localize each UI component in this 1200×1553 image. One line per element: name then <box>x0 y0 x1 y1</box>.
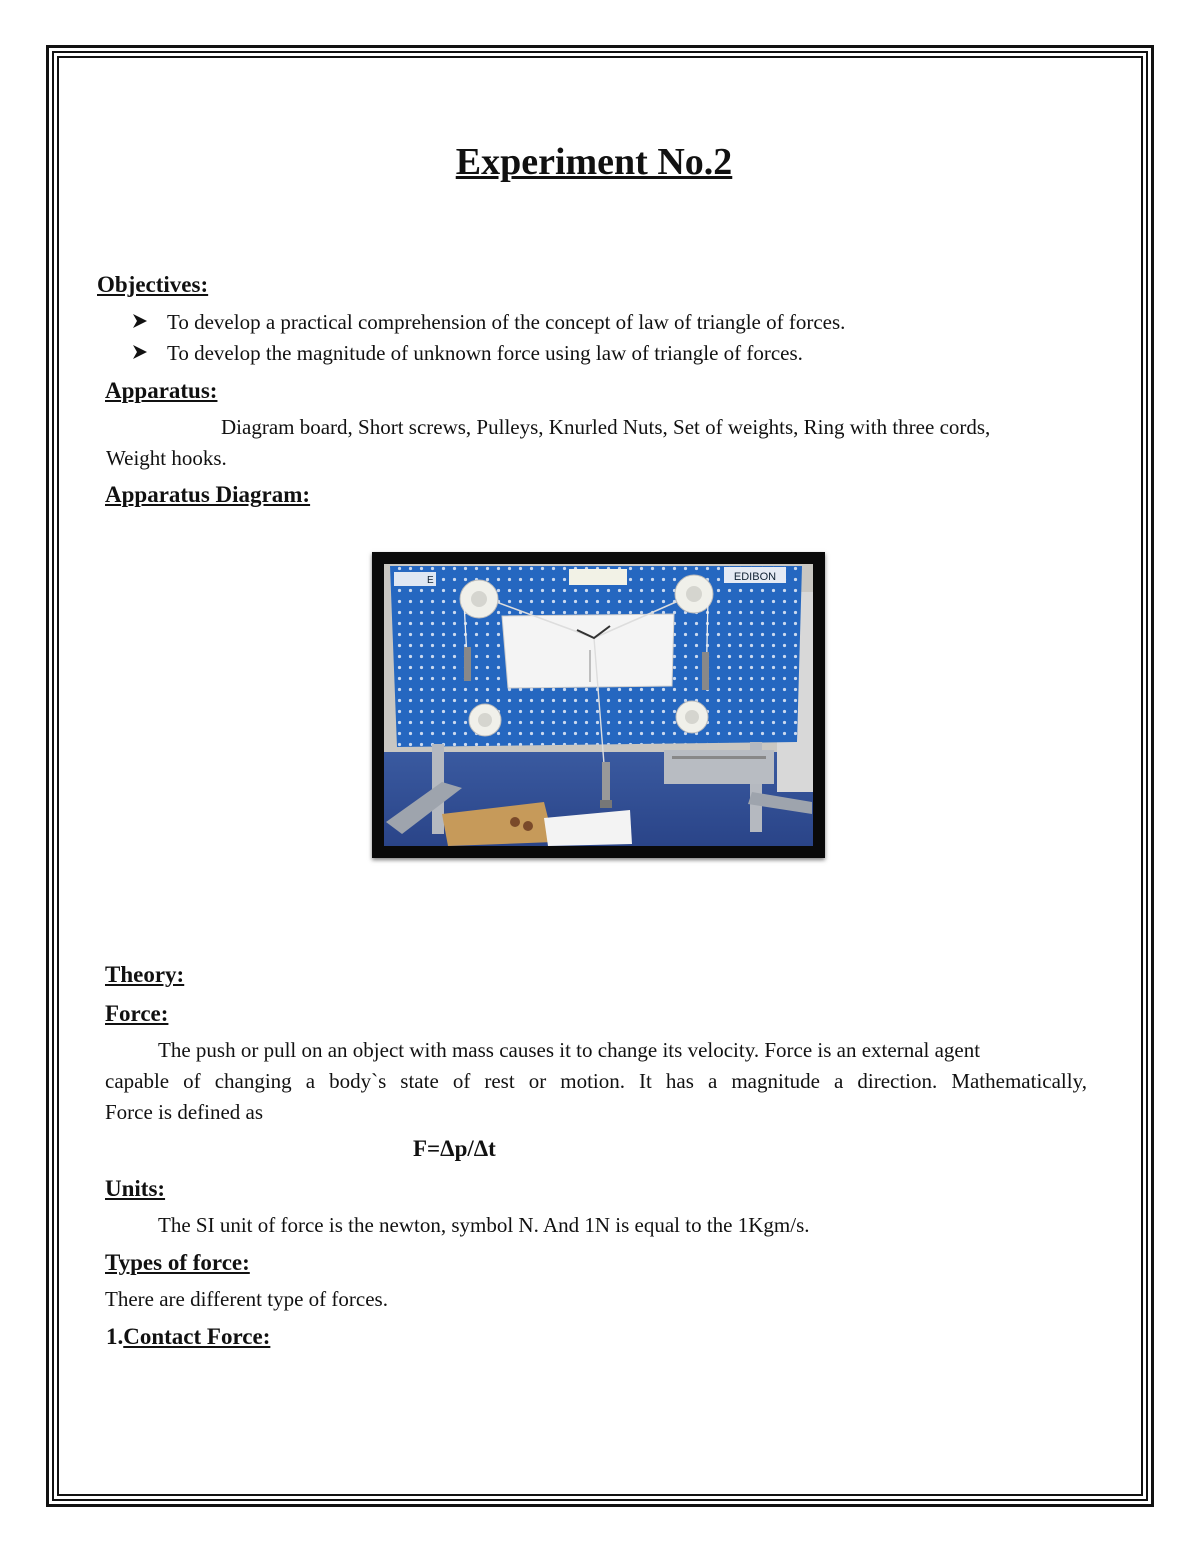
force-paragraph-line-2: capable of changing a body`s state of rest or motion. It has a magnitude a direction. Mathematically, <box>105 1069 1087 1093</box>
force-heading: Force: <box>105 1001 169 1026</box>
units-heading: Units: <box>105 1176 166 1201</box>
photo-brand-label: EDIBON <box>733 571 777 583</box>
page-title: Experiment No.2 <box>455 141 733 183</box>
objective-text-2: To develop the magnitude of unknown force using law of triangle of forces. <box>167 341 803 365</box>
types-of-force-heading: Types of force: <box>105 1250 250 1275</box>
units-text: The SI unit of force is the newton, symbol N. And 1N is equal to the 1Kgm/s. <box>158 1213 810 1237</box>
apparatus-list-line-2: Weight hooks. <box>106 446 227 470</box>
arrowhead-bullet-icon <box>132 312 148 332</box>
objective-item-2 <box>132 343 148 364</box>
force-paragraph-line-3: Force is defined as <box>105 1100 264 1124</box>
objective-item-1 <box>132 312 148 333</box>
arrowhead-bullet-icon <box>132 343 148 363</box>
force-paragraph-line-1: The push or pull on an object with mass causes it to change its velocity. Force is an external agent <box>158 1038 981 1062</box>
force-formula: F=Δp/Δt <box>413 1136 496 1161</box>
photo-left-tag: E <box>427 575 434 586</box>
apparatus-diagram-heading: Apparatus Diagram: <box>105 482 311 507</box>
objectives-heading: Objectives: <box>97 272 209 297</box>
apparatus-list-line-1: Diagram board, Short screws, Pulleys, Knurled Nuts, Set of weights, Ring with three cords, <box>221 415 991 439</box>
theory-heading: Theory: <box>105 962 185 987</box>
apparatus-heading: Apparatus: <box>105 378 218 403</box>
objective-text-1: To develop a practical comprehension of the concept of law of triangle of forces. <box>167 310 846 334</box>
apparatus-photo <box>372 552 825 858</box>
contact-force-label: Contact Force: <box>123 1324 271 1349</box>
types-of-force-text: There are different type of forces. <box>105 1287 388 1311</box>
contact-force-heading <box>106 1324 270 1350</box>
contact-force-number: 1. <box>106 1324 124 1349</box>
apparatus-photo-illustration <box>372 552 825 858</box>
